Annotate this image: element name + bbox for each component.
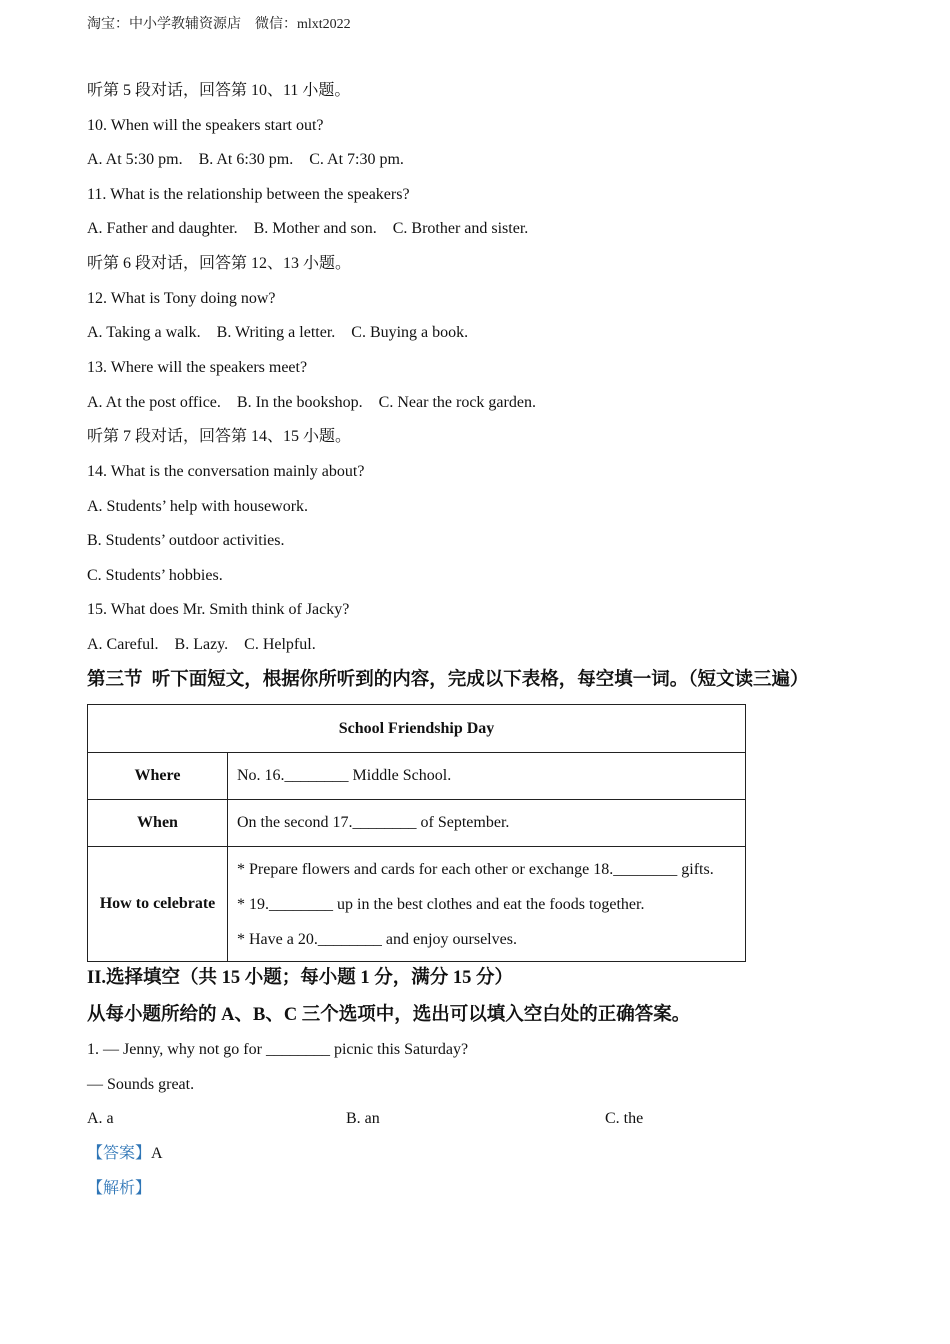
mc-1-option-b: B. an	[346, 1110, 380, 1127]
question-14: 14. What is the conversation mainly about?	[87, 463, 365, 480]
mc-1-option-a: A. a	[87, 1110, 114, 1127]
table-caption: School Friendship Day	[88, 705, 746, 753]
when-value: On the second 17.________ of September.	[228, 800, 746, 847]
question-14-option-a: A. Students’ help with housework.	[87, 498, 309, 515]
question-12-options: A. Taking a walk. B. Writing a letter. C. Buying a book.	[87, 324, 469, 341]
question-15: 15. What does Mr. Smith think of Jacky?	[87, 601, 350, 618]
question-13-options: A. At the post office. B. In the bookshop. C. Near the rock garden.	[87, 394, 536, 411]
how-item: * Prepare flowers and cards for each other or exchange 18.________ gifts.	[237, 860, 714, 878]
section6-intro: 听第 6 段对话，回答第 12、13 小题。	[87, 255, 352, 272]
answer-value: A	[151, 1145, 163, 1162]
answer-line	[87, 1144, 163, 1164]
question-15-options: A. Careful. B. Lazy. C. Helpful.	[87, 636, 316, 653]
how-value	[228, 847, 746, 962]
how-item: * 19.________ up in the best clothes and eat the foods together.	[237, 895, 645, 913]
part2-instruction: 从每小题所给的 A、B、C 三个选项中，选出可以填入空白处的正确答案。	[87, 1005, 691, 1025]
section5-intro: 听第 5 段对话，回答第 10、11 小题。	[87, 82, 351, 99]
question-11-options: A. Father and daughter. B. Mother and son. C. Brother and sister.	[87, 220, 529, 237]
mc-1-option-c: C. the	[605, 1110, 644, 1127]
question-10-options: A. At 5:30 pm. B. At 6:30 pm. C. At 7:30 pm.	[87, 151, 404, 168]
friendship-day-table	[87, 704, 746, 962]
question-11: 11. What is the relationship between the speakers?	[87, 186, 410, 203]
part2-heading: II.选择填空（共 15 小题；每小题 1 分，满分 15 分）	[87, 968, 514, 988]
where-value: No. 16.________ Middle School.	[228, 753, 746, 800]
how-label: How to celebrate	[88, 847, 228, 962]
mc-question-1: 1. — Jenny, why not go for ________ picnic this Saturday?	[87, 1041, 469, 1058]
section7-intro: 听第 7 段对话，回答第 14、15 小题。	[87, 428, 352, 445]
question-13: 13. Where will the speakers meet?	[87, 359, 308, 376]
when-label: When	[88, 800, 228, 847]
analysis-tag: 【解析】	[87, 1180, 152, 1197]
part3-heading: 第三节 听下面短文，根据你所听到的内容，完成以下表格，每空填一词。（短文读三遍）	[87, 670, 809, 690]
answer-tag: 【答案】	[87, 1145, 152, 1162]
where-label: Where	[88, 753, 228, 800]
page-header-watermark: 淘宝：中小学教辅资源店 微信：mlxt2022	[87, 17, 351, 32]
how-item: * Have a 20.________ and enjoy ourselves.	[237, 930, 517, 948]
question-10: 10. When will the speakers start out?	[87, 117, 324, 134]
analysis-line	[87, 1179, 151, 1199]
question-14-option-b: B. Students’ outdoor activities.	[87, 532, 285, 549]
question-14-option-c: C. Students’ hobbies.	[87, 567, 223, 584]
mc-question-1-reply: — Sounds great.	[87, 1076, 195, 1093]
question-12: 12. What is Tony doing now?	[87, 290, 276, 307]
